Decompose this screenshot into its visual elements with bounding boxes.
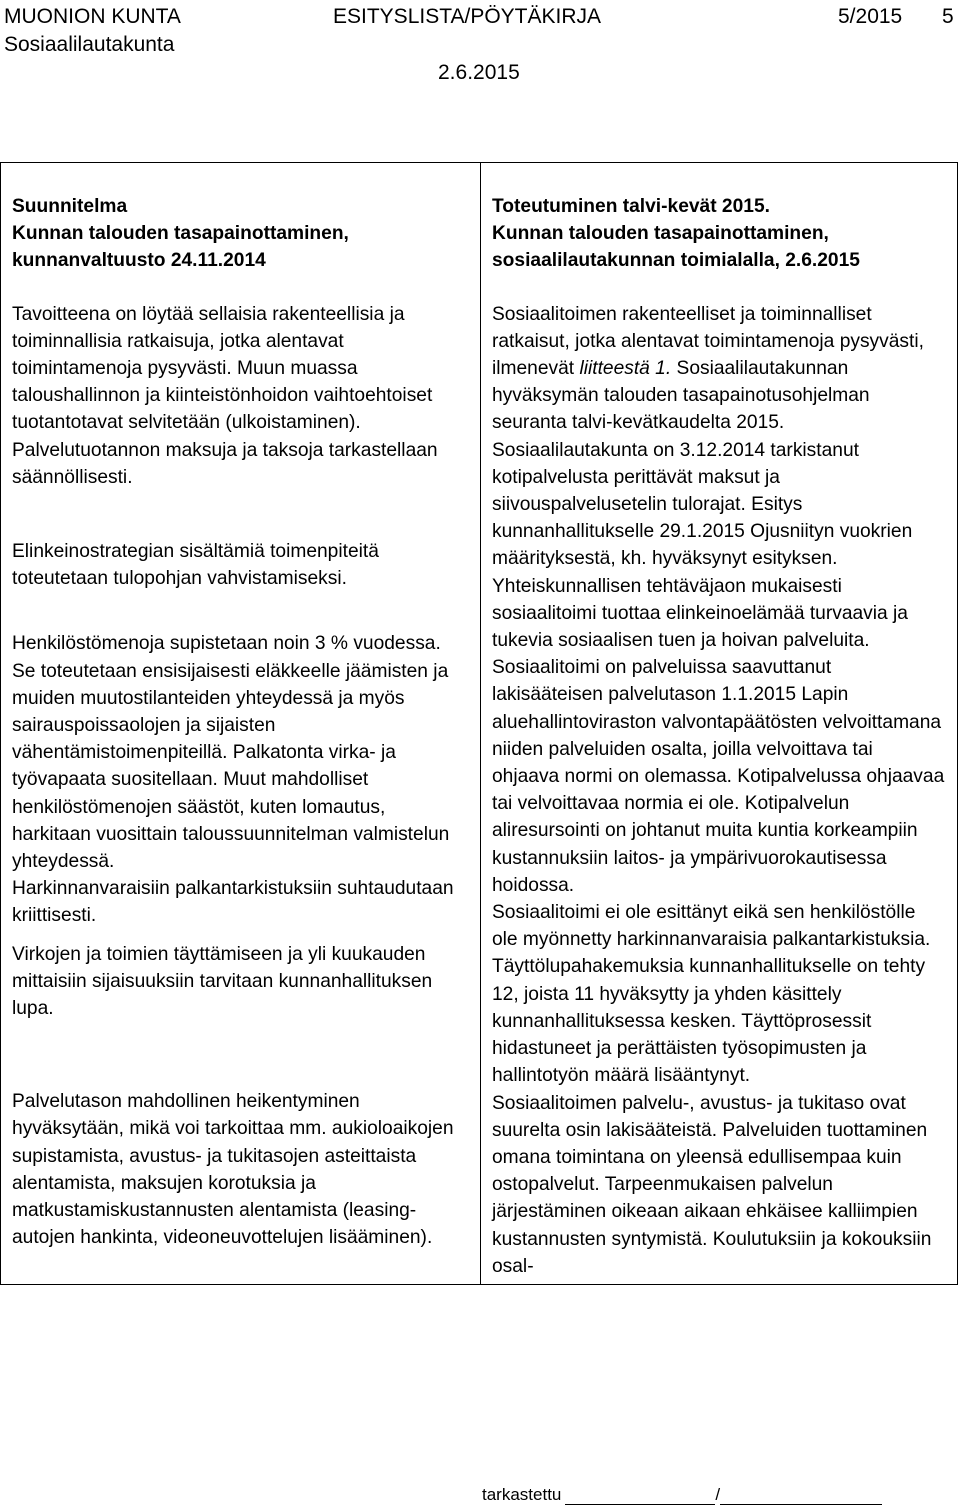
comparison-table <box>0 162 958 1285</box>
municipality-name: MUONION KUNTA <box>4 5 181 28</box>
realization-paragraph <box>492 301 945 437</box>
realization-paragraph: Sosiaalilautakunta on 3.12.2014 tarkistanut kotipalvelusta perittävät maksut ja siivouspalvelusetelin tulorajat. Esitys kunnanhallitukselle 29.1.2015 Ojusniityn vuokrien määrityksestä, kh. hyväksynyt esityksen. <box>492 439 913 570</box>
plan-paragraph: Tavoitteena on löytää sellaisia rakenteellisia ja toiminnallisia ratkaisuja, jotka alentavat toimintamenoja pysyvästi. Muun muassa taloushallinnon ja kiinteistönhoidon vaihtoehtoiset tuotantotavat selvitetään (ulkoistaminen). <box>12 303 433 434</box>
plan-paragraph: Virkojen ja toimien täyttämiseen ja yli kuukauden mittaisiin sijaisuuksiin tarvitaan kunnanhallituksen lupa. <box>12 943 433 1020</box>
plan-paragraph: Elinkeinostrategian sisältämiä toimenpiteitä toteutetaan tulopohjan vahvistamiseksi. <box>12 541 379 590</box>
realization-text: Sosiaalitoimen rakenteelliset ja toiminnalliset ratkaisut, jotka alentavat toimintamenoja pysyvästi, ilmenevät <box>492 303 924 380</box>
realization-text: Sosiaalilautakunnan hyväksymän talouden tasapainotusohjelman seuranta talvi-kevätkaudelta 2015. <box>492 358 870 434</box>
realization-column <box>481 163 958 1285</box>
plan-title-line: Suunnitelma <box>12 196 128 217</box>
attachment-reference: liitteestä 1. <box>579 358 672 380</box>
signature-separator: / <box>715 1485 721 1504</box>
plan-title-line: Kunnan talouden tasapainottaminen, <box>12 223 349 245</box>
realization-paragraph: Yhteiskunnallisen tehtäväjaon mukaisesti sosiaalitoimi tuottaa elinkeinoelämää turvaavia ja tukevia sosiaalisen tuen ja hoivan palveluita. <box>492 575 908 652</box>
plan-title-line: kunnanvaltuusto 24.11.2014 <box>12 250 266 272</box>
document-type: ESITYSLISTA/PÖYTÄKIRJA <box>333 5 602 28</box>
realization-title-line: sosiaalilautakunnan toimialalla, 2.6.2015 <box>492 250 860 272</box>
realization-title-line: Toteutuminen talvi-kevät 2015. <box>492 196 770 217</box>
realization-title <box>492 193 945 275</box>
table-row <box>1 163 958 1285</box>
plan-paragraph: Palvelutuotannon maksuja ja taksoja tarkastellaan säännöllisesti. <box>12 439 438 488</box>
realization-paragraph: Täyttölupahakemuksia kunnanhallitukselle on tehty 12, joista 11 hyväksytty ja yhden käsittely kunnanhallituksessa kesken. Täyttöprosessit hidastuneet ja perättäisten työsopimusten ja hallintotyön määrä lisääntynyt. <box>492 956 926 1087</box>
document-number: 5/2015 <box>838 5 903 28</box>
plan-title <box>12 193 468 275</box>
page-number: 5 <box>942 5 954 28</box>
realization-title-line: Kunnan talouden tasapainottaminen, <box>492 223 829 245</box>
plan-paragraph: Harkinnanvaraisiin palkantarkistuksiin suhtaudutaan kriittisesti. <box>12 878 454 927</box>
realization-paragraph: Sosiaalitoimen palvelu-, avustus- ja tukitaso ovat suurelta osin lakisääteistä. Palveluiden tuottaminen omana toimintana on yleensä edullisempaa kuin ostopalvelut. Tarpeenmukaisen palvelun järjestäminen oikeaan aikaan ehkäisee kalliimpien kustannusten syntymistä. Koulutuksiin ja kokouksiin osal- <box>492 1092 932 1277</box>
meeting-date: 2.6.2015 <box>438 61 520 84</box>
committee-name: Sosiaalilautakunta <box>4 33 175 56</box>
plan-column <box>1 163 481 1285</box>
plan-paragraph: Palvelutason mahdollinen heikentyminen hyväksytään, mikä voi tarkoittaa mm. aukioloaikojen supistamista, avustus- ja tukitasojen asteittaista alentamista, maksujen korotuksia ja matkustamiskustannusten alentamista (leasing-autojen hankinta, videoneuvottelujen lisääminen). <box>12 1091 454 1249</box>
plan-paragraph: Henkilöstömenoja supistetaan noin 3 % vuodessa. Se toteutetaan ensisijaisesti eläkkeelle jäämisten ja muiden muutostilanteiden yhteydessä ja myös sairauspoissaolojen ja sijaisten vähentämistoimenpiteillä. Palkatonta virka- ja työvapaata suositellaan. Muut mahdolliset henkilöstömenojen säästöt, kuten lomautus, harkitaan vuosittain taloussuunnitelman valmistelun yhteydessä. <box>12 633 450 873</box>
signature-line <box>720 1488 882 1505</box>
realization-paragraph: Sosiaalitoimi ei ole esittänyt eikä sen henkilöstölle ole myönnetty harkinnanvaraisia palkantarkistuksia. <box>492 902 931 951</box>
reviewed-label: tarkastettu <box>482 1485 562 1504</box>
realization-paragraph: Sosiaalitoimi on palveluissa saavuttanut lakisääteisen palvelutason 1.1.2015 Lapin aluehallintoviraston valvontapäätösten velvoittamana niiden palveluiden osalta, joilla velvoittava tai ohjaava normi on olemassa. Kotipalvelussa ohjaavaa tai velvoittavaa normia ei ole. Kotipalvelun aliresursointi on johtanut muita kuntia korkeampiin kustannuksiin laitos- ja ympärivuorokautisessa hoidossa. <box>492 657 945 896</box>
signature-line <box>565 1488 715 1505</box>
review-footer <box>482 1485 882 1505</box>
